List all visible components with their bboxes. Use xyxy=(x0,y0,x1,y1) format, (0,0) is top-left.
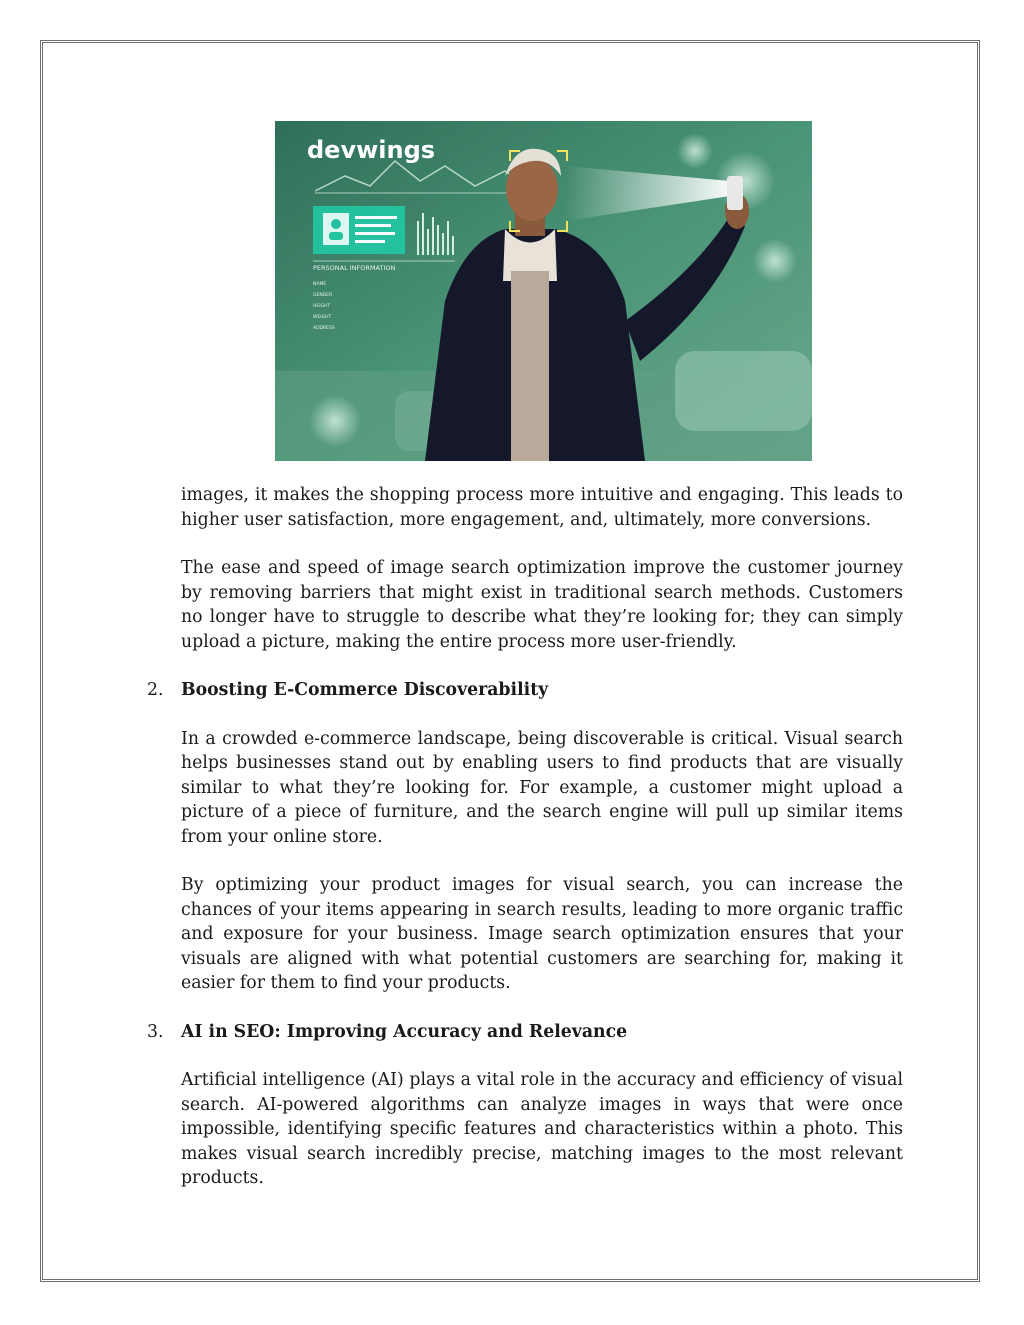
logo-text: devwings xyxy=(307,136,436,164)
section-heading-discoverability xyxy=(147,678,903,703)
panel-field: HEIGHT xyxy=(313,304,331,309)
panel-field: NAME xyxy=(313,282,327,287)
panel-field: WEIGHT xyxy=(313,315,332,320)
article-body xyxy=(147,483,903,1215)
list-number: 2. xyxy=(147,680,164,700)
heading-title: AI in SEO: Improving Accuracy and Relevance xyxy=(181,1021,628,1042)
paragraph: images, it makes the shopping process more intuitive and engaging. This leads to higher user satisfaction, more engagement, and, ultimately, more conversions. xyxy=(181,485,903,530)
panel-title: PERSONAL INFORMATION xyxy=(313,264,396,272)
paragraph: Artificial intelligence (AI) plays a vital role in the accuracy and efficiency of visual search. AI-powered algorithms can analyze images in ways that were once impossible, identifying specific features and characteristics within a photo. This makes visual search incredibly precise, matching images to the most relevant products. xyxy=(181,1070,903,1188)
heading-title: Boosting E-Commerce Discoverability xyxy=(181,680,549,700)
list-number: 3. xyxy=(147,1021,164,1042)
hero-image xyxy=(275,121,812,461)
paragraph: The ease and speed of image search optimization improve the customer journey by removing barriers that might exist in traditional search methods. Customers no longer have to struggle to describe what they’re looking for; they can simply upload a picture, making the entire process more user-friendly. xyxy=(181,558,903,652)
paragraph: In a crowded e-commerce landscape, being discoverable is critical. Visual search helps businesses stand out by enabling users to find products that are visually similar to what they’re looking for. For example, a customer might upload a picture of a piece of furniture, and the search engine will pull up similar items from your online store. xyxy=(181,728,903,847)
panel-field: GENDER xyxy=(313,293,333,298)
panel-field: ADDRESS xyxy=(313,326,335,331)
paragraph: By optimizing your product images for visual search, you can increase the chances of your items appearing in search results, leading to more organic traffic and exposure for your business. Image search optimization ensures that your visuals are aligned with what potential customers are searching for, making it easier for them to find your products. xyxy=(181,875,903,993)
section-heading-ai-in-seo xyxy=(147,1020,903,1045)
